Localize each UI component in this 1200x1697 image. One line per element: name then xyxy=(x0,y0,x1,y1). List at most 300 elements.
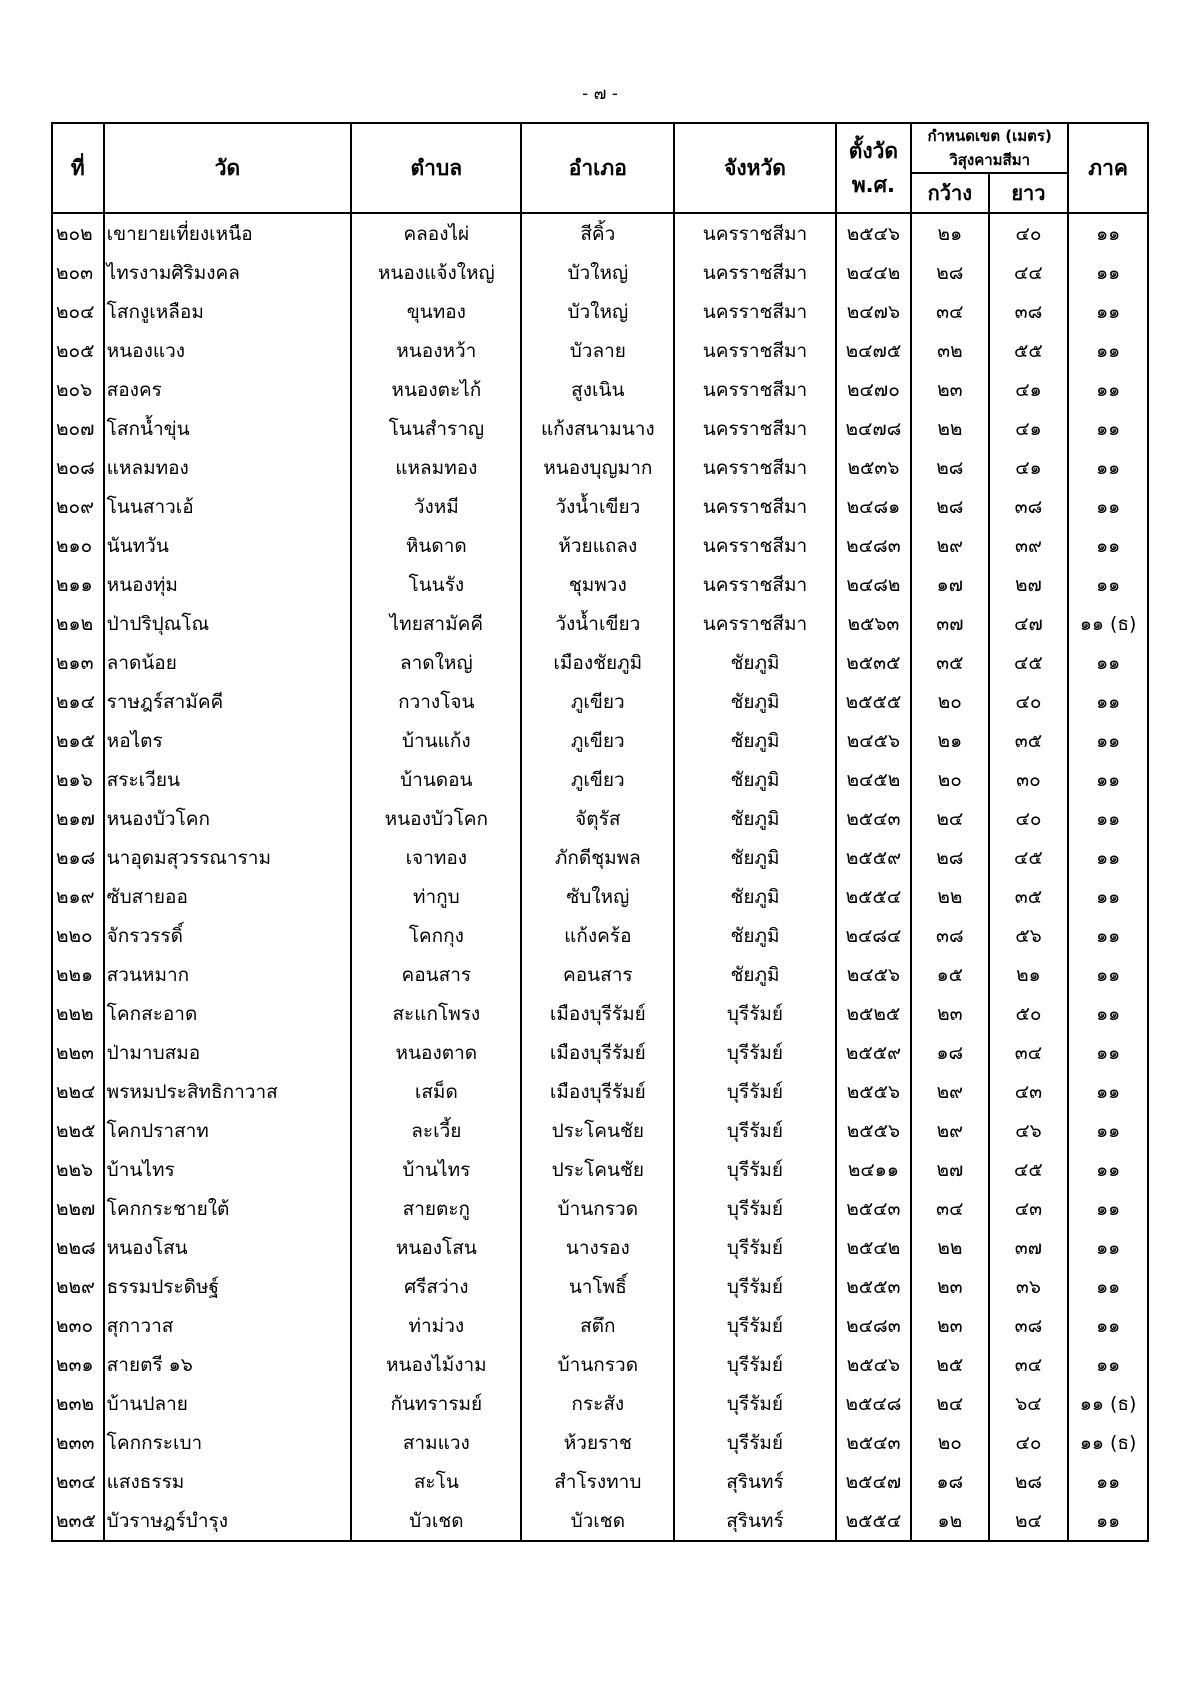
cell-amphoe: เมืองชัยภูมิ xyxy=(521,643,674,682)
cell-amphoe: ประโคนชัย xyxy=(521,1111,674,1150)
cell-row-number: ๒๒๔ xyxy=(52,1072,104,1111)
header-province: จังหวัด xyxy=(674,123,835,213)
table-row xyxy=(52,1150,1148,1189)
cell-tambon: ลาดใหญ่ xyxy=(351,643,521,682)
cell-amphoe: วังน้ำเขียว xyxy=(521,604,674,643)
cell-province: บุรีรัมย์ xyxy=(674,1033,835,1072)
cell-province: บุรีรัมย์ xyxy=(674,1345,835,1384)
table-row xyxy=(52,604,1148,643)
cell-founded-year: ๒๔๘๔ xyxy=(836,916,911,955)
cell-boundary-length: ๕๐ xyxy=(989,994,1069,1033)
cell-region: ๑๑ xyxy=(1068,1501,1148,1541)
cell-row-number: ๒๑๓ xyxy=(52,643,104,682)
cell-province: นครราชสีมา xyxy=(674,331,835,370)
cell-region: ๑๑ xyxy=(1068,292,1148,331)
cell-province: นครราชสีมา xyxy=(674,253,835,292)
cell-boundary-length: ๔๓ xyxy=(989,1189,1069,1228)
table-row xyxy=(52,955,1148,994)
cell-wat-name: แหลมทอง xyxy=(104,448,352,487)
cell-province: นครราชสีมา xyxy=(674,292,835,331)
cell-region: ๑๑ (ธ) xyxy=(1068,1423,1148,1462)
cell-tambon: ไทยสามัคคี xyxy=(351,604,521,643)
cell-founded-year: ๒๔๗๕ xyxy=(836,331,911,370)
cell-amphoe: ห้วยแถลง xyxy=(521,526,674,565)
cell-wat-name: หนองโสน xyxy=(104,1228,352,1267)
cell-row-number: ๒๐๕ xyxy=(52,331,104,370)
table-row xyxy=(52,409,1148,448)
cell-province: บุรีรัมย์ xyxy=(674,1306,835,1345)
cell-boundary-length: ๔๑ xyxy=(989,370,1069,409)
cell-boundary-length: ๔๐ xyxy=(989,213,1069,253)
cell-tambon: คลองไผ่ xyxy=(351,213,521,253)
cell-amphoe: ภูเขียว xyxy=(521,760,674,799)
cell-amphoe: แก้งคร้อ xyxy=(521,916,674,955)
cell-tambon: หินดาด xyxy=(351,526,521,565)
cell-tambon: บ้านไทร xyxy=(351,1150,521,1189)
cell-founded-year: ๒๕๒๕ xyxy=(836,994,911,1033)
cell-boundary-width: ๒๐ xyxy=(911,760,989,799)
table-body xyxy=(52,213,1148,1541)
cell-wat-name: โสกงูเหลือม xyxy=(104,292,352,331)
cell-amphoe: บัวลาย xyxy=(521,331,674,370)
cell-province: ชัยภูมิ xyxy=(674,682,835,721)
cell-boundary-width: ๓๗ xyxy=(911,604,989,643)
cell-region: ๑๑ xyxy=(1068,370,1148,409)
table-row xyxy=(52,292,1148,331)
cell-boundary-width: ๒๙ xyxy=(911,1072,989,1111)
cell-row-number: ๒๑๖ xyxy=(52,760,104,799)
cell-wat-name: สายตรี ๑๖ xyxy=(104,1345,352,1384)
cell-amphoe: บัวเชด xyxy=(521,1501,674,1541)
header-no: ที่ xyxy=(52,123,104,213)
cell-amphoe: แก้งสนามนาง xyxy=(521,409,674,448)
cell-province: ชัยภูมิ xyxy=(674,643,835,682)
cell-boundary-width: ๒๒ xyxy=(911,877,989,916)
cell-boundary-length: ๓๘ xyxy=(989,1306,1069,1345)
cell-wat-name: โคกปราสาท xyxy=(104,1111,352,1150)
cell-wat-name: ป่าปริปุณโณ xyxy=(104,604,352,643)
table-row xyxy=(52,448,1148,487)
cell-tambon: กันทรารมย์ xyxy=(351,1384,521,1423)
cell-row-number: ๒๐๘ xyxy=(52,448,104,487)
cell-founded-year: ๒๕๔๓ xyxy=(836,1423,911,1462)
cell-founded-year: ๒๔๗๐ xyxy=(836,370,911,409)
table-row xyxy=(52,643,1148,682)
cell-amphoe: ภูเขียว xyxy=(521,721,674,760)
header-wat: วัด xyxy=(104,123,352,213)
cell-founded-year: ๒๔๘๓ xyxy=(836,1306,911,1345)
cell-founded-year: ๒๔๕๖ xyxy=(836,721,911,760)
cell-wat-name: พรหมประสิทธิกาวาส xyxy=(104,1072,352,1111)
cell-province: สุรินทร์ xyxy=(674,1501,835,1541)
table-row xyxy=(52,1462,1148,1501)
cell-boundary-length: ๒๘ xyxy=(989,1462,1069,1501)
cell-amphoe: ซับใหญ่ xyxy=(521,877,674,916)
cell-province: นครราชสีมา xyxy=(674,604,835,643)
cell-tambon: หนองตะไก้ xyxy=(351,370,521,409)
cell-founded-year: ๒๕๔๒ xyxy=(836,1228,911,1267)
cell-province: ชัยภูมิ xyxy=(674,916,835,955)
cell-row-number: ๒๓๕ xyxy=(52,1501,104,1541)
header-width: กว้าง xyxy=(911,173,989,213)
cell-region: ๑๑ xyxy=(1068,1150,1148,1189)
header-boundary-line2: วิสุงคามสีมา xyxy=(949,151,1031,169)
header-region: ภาค xyxy=(1068,123,1148,213)
cell-boundary-length: ๔๗ xyxy=(989,604,1069,643)
cell-boundary-length: ๖๔ xyxy=(989,1384,1069,1423)
cell-row-number: ๒๒๖ xyxy=(52,1150,104,1189)
cell-boundary-width: ๒๓ xyxy=(911,370,989,409)
cell-founded-year: ๒๕๕๙ xyxy=(836,838,911,877)
cell-province: นครราชสีมา xyxy=(674,213,835,253)
cell-founded-year: ๒๔๕๒ xyxy=(836,760,911,799)
cell-founded-year: ๒๔๘๑ xyxy=(836,487,911,526)
cell-founded-year: ๒๕๔๖ xyxy=(836,1345,911,1384)
cell-boundary-length: ๓๕ xyxy=(989,877,1069,916)
cell-tambon: สะแกโพรง xyxy=(351,994,521,1033)
cell-tambon: บัวเชด xyxy=(351,1501,521,1541)
cell-founded-year: ๒๕๔๓ xyxy=(836,1189,911,1228)
cell-province: ชัยภูมิ xyxy=(674,877,835,916)
cell-boundary-length: ๓๕ xyxy=(989,721,1069,760)
cell-row-number: ๒๒๓ xyxy=(52,1033,104,1072)
cell-wat-name: นาอุดมสุวรรณาราม xyxy=(104,838,352,877)
cell-boundary-width: ๒๔ xyxy=(911,799,989,838)
table-row xyxy=(52,1033,1148,1072)
cell-boundary-length: ๒๗ xyxy=(989,565,1069,604)
cell-region: ๑๑ xyxy=(1068,1072,1148,1111)
cell-amphoe: บ้านกรวด xyxy=(521,1345,674,1384)
table-row xyxy=(52,877,1148,916)
table-row xyxy=(52,213,1148,253)
cell-founded-year: ๒๔๑๑ xyxy=(836,1150,911,1189)
cell-boundary-width: ๒๐ xyxy=(911,1423,989,1462)
cell-boundary-length: ๔๐ xyxy=(989,1423,1069,1462)
cell-tambon: หนองตาด xyxy=(351,1033,521,1072)
cell-amphoe: กระสัง xyxy=(521,1384,674,1423)
cell-region: ๑๑ xyxy=(1068,760,1148,799)
cell-amphoe: นาโพธิ์ xyxy=(521,1267,674,1306)
cell-region: ๑๑ xyxy=(1068,253,1148,292)
cell-tambon: หนองโสน xyxy=(351,1228,521,1267)
cell-founded-year: ๒๔๕๖ xyxy=(836,955,911,994)
header-boundary-line1: กำหนดเขต (เมตร) xyxy=(927,127,1052,145)
cell-region: ๑๑ xyxy=(1068,526,1148,565)
cell-region: ๑๑ xyxy=(1068,916,1148,955)
cell-boundary-length: ๕๕ xyxy=(989,331,1069,370)
cell-region: ๑๑ xyxy=(1068,331,1148,370)
table-row xyxy=(52,916,1148,955)
cell-tambon: บ้านแก้ง xyxy=(351,721,521,760)
table-row xyxy=(52,1423,1148,1462)
cell-tambon: แหลมทอง xyxy=(351,448,521,487)
cell-province: ชัยภูมิ xyxy=(674,838,835,877)
cell-boundary-width: ๑๘ xyxy=(911,1462,989,1501)
cell-province: นครราชสีมา xyxy=(674,448,835,487)
cell-province: บุรีรัมย์ xyxy=(674,1423,835,1462)
table-row xyxy=(52,253,1148,292)
table-row xyxy=(52,1384,1148,1423)
cell-region: ๑๑ xyxy=(1068,721,1148,760)
cell-province: บุรีรัมย์ xyxy=(674,1228,835,1267)
cell-province: บุรีรัมย์ xyxy=(674,1189,835,1228)
cell-province: บุรีรัมย์ xyxy=(674,1072,835,1111)
cell-wat-name: ไทรงามศิริมงคล xyxy=(104,253,352,292)
cell-wat-name: หอไตร xyxy=(104,721,352,760)
cell-wat-name: หนองทุ่ม xyxy=(104,565,352,604)
cell-region: ๑๑ xyxy=(1068,1462,1148,1501)
cell-row-number: ๒๒๕ xyxy=(52,1111,104,1150)
cell-region: ๑๑ xyxy=(1068,799,1148,838)
table-row xyxy=(52,721,1148,760)
cell-founded-year: ๒๕๓๕ xyxy=(836,643,911,682)
cell-row-number: ๒๓๐ xyxy=(52,1306,104,1345)
cell-tambon: โนนรัง xyxy=(351,565,521,604)
cell-wat-name: ป่ามาบสมอ xyxy=(104,1033,352,1072)
cell-tambon: หนองบัวโคก xyxy=(351,799,521,838)
cell-row-number: ๒๑๗ xyxy=(52,799,104,838)
table-row xyxy=(52,682,1148,721)
cell-wat-name: สองคร xyxy=(104,370,352,409)
cell-wat-name: แสงธรรม xyxy=(104,1462,352,1501)
cell-founded-year: ๒๔๘๓ xyxy=(836,526,911,565)
cell-boundary-width: ๑๕ xyxy=(911,955,989,994)
cell-region: ๑๑ xyxy=(1068,682,1148,721)
cell-row-number: ๒๐๔ xyxy=(52,292,104,331)
cell-row-number: ๒๐๓ xyxy=(52,253,104,292)
cell-founded-year: ๒๕๔๓ xyxy=(836,799,911,838)
cell-founded-year: ๒๕๕๓ xyxy=(836,1267,911,1306)
cell-founded-year: ๒๕๖๓ xyxy=(836,604,911,643)
cell-boundary-length: ๓๔ xyxy=(989,1033,1069,1072)
cell-amphoe: ภักดีชุมพล xyxy=(521,838,674,877)
cell-boundary-length: ๓๘ xyxy=(989,292,1069,331)
cell-boundary-width: ๑๒ xyxy=(911,1501,989,1541)
cell-boundary-width: ๒๒ xyxy=(911,409,989,448)
cell-founded-year: ๒๔๘๒ xyxy=(836,565,911,604)
cell-boundary-width: ๒๓ xyxy=(911,1306,989,1345)
cell-region: ๑๑ xyxy=(1068,565,1148,604)
cell-row-number: ๒๓๑ xyxy=(52,1345,104,1384)
cell-boundary-width: ๑๘ xyxy=(911,1033,989,1072)
table-row xyxy=(52,1345,1148,1384)
cell-tambon: คอนสาร xyxy=(351,955,521,994)
cell-boundary-width: ๓๘ xyxy=(911,916,989,955)
cell-row-number: ๒๑๐ xyxy=(52,526,104,565)
table-row xyxy=(52,1501,1148,1541)
cell-boundary-length: ๒๔ xyxy=(989,1501,1069,1541)
table-row xyxy=(52,331,1148,370)
header-tambon: ตำบล xyxy=(351,123,521,213)
cell-wat-name: โคกสะอาด xyxy=(104,994,352,1033)
cell-wat-name: จักรวรรดิ์ xyxy=(104,916,352,955)
cell-boundary-length: ๓๙ xyxy=(989,526,1069,565)
table-row xyxy=(52,1072,1148,1111)
cell-amphoe: เมืองบุรีรัมย์ xyxy=(521,994,674,1033)
cell-region: ๑๑ xyxy=(1068,643,1148,682)
cell-boundary-width: ๒๐ xyxy=(911,682,989,721)
cell-province: บุรีรัมย์ xyxy=(674,994,835,1033)
cell-row-number: ๒๑๙ xyxy=(52,877,104,916)
cell-province: บุรีรัมย์ xyxy=(674,1384,835,1423)
cell-amphoe: สตึก xyxy=(521,1306,674,1345)
cell-region: ๑๑ xyxy=(1068,409,1148,448)
cell-tambon: โนนสำราญ xyxy=(351,409,521,448)
cell-boundary-length: ๔๓ xyxy=(989,1072,1069,1111)
cell-province: บุรีรัมย์ xyxy=(674,1150,835,1189)
cell-boundary-length: ๓๗ xyxy=(989,1228,1069,1267)
cell-boundary-length: ๓๖ xyxy=(989,1267,1069,1306)
cell-tambon: หนองหว้า xyxy=(351,331,521,370)
cell-wat-name: ธรรมประดิษฐ์ xyxy=(104,1267,352,1306)
cell-row-number: ๒๒๑ xyxy=(52,955,104,994)
wat-register-table xyxy=(51,122,1149,1542)
cell-boundary-length: ๓๘ xyxy=(989,487,1069,526)
cell-row-number: ๒๒๐ xyxy=(52,916,104,955)
cell-founded-year: ๒๕๕๔ xyxy=(836,1501,911,1541)
cell-boundary-width: ๓๔ xyxy=(911,1189,989,1228)
cell-wat-name: สุกาวาส xyxy=(104,1306,352,1345)
cell-wat-name: โคกกระเบา xyxy=(104,1423,352,1462)
cell-province: บุรีรัมย์ xyxy=(674,1111,835,1150)
cell-row-number: ๒๐๗ xyxy=(52,409,104,448)
table-row xyxy=(52,1267,1148,1306)
cell-wat-name: สระเวียน xyxy=(104,760,352,799)
cell-amphoe: บัวใหญ่ xyxy=(521,253,674,292)
cell-row-number: ๒๒๙ xyxy=(52,1267,104,1306)
header-length: ยาว xyxy=(989,173,1069,213)
cell-amphoe: สีคิ้ว xyxy=(521,213,674,253)
cell-wat-name: หนองบัวโคก xyxy=(104,799,352,838)
cell-tambon: โคกกุง xyxy=(351,916,521,955)
cell-boundary-length: ๔๕ xyxy=(989,643,1069,682)
cell-boundary-length: ๔๕ xyxy=(989,1150,1069,1189)
cell-boundary-width: ๒๔ xyxy=(911,1384,989,1423)
cell-boundary-length: ๔๑ xyxy=(989,409,1069,448)
cell-row-number: ๒๐๙ xyxy=(52,487,104,526)
cell-founded-year: ๒๕๔๗ xyxy=(836,1462,911,1501)
cell-wat-name: บ้านไทร xyxy=(104,1150,352,1189)
table-row xyxy=(52,487,1148,526)
cell-founded-year: ๒๔๔๒ xyxy=(836,253,911,292)
table-row xyxy=(52,370,1148,409)
cell-province: ชัยภูมิ xyxy=(674,955,835,994)
cell-founded-year: ๒๕๕๙ xyxy=(836,1033,911,1072)
cell-region: ๑๑ xyxy=(1068,1306,1148,1345)
cell-wat-name: โสกน้ำขุ่น xyxy=(104,409,352,448)
cell-row-number: ๒๑๘ xyxy=(52,838,104,877)
cell-row-number: ๒๑๒ xyxy=(52,604,104,643)
cell-boundary-width: ๓๕ xyxy=(911,643,989,682)
page-number: - ๗ - xyxy=(582,84,618,104)
cell-founded-year: ๒๕๔๘ xyxy=(836,1384,911,1423)
cell-tambon: ท่าม่วง xyxy=(351,1306,521,1345)
cell-region: ๑๑ xyxy=(1068,1033,1148,1072)
cell-founded-year: ๒๕๔๖ xyxy=(836,213,911,253)
cell-region: ๑๑ xyxy=(1068,1189,1148,1228)
cell-province: บุรีรัมย์ xyxy=(674,1267,835,1306)
header-founded-line1: ตั้งวัด xyxy=(848,139,899,163)
cell-boundary-width: ๓๒ xyxy=(911,331,989,370)
cell-row-number: ๒๐๖ xyxy=(52,370,104,409)
cell-province: ชัยภูมิ xyxy=(674,760,835,799)
cell-tambon: เสม็ด xyxy=(351,1072,521,1111)
cell-amphoe: ภูเขียว xyxy=(521,682,674,721)
cell-amphoe: เมืองบุรีรัมย์ xyxy=(521,1072,674,1111)
cell-amphoe: นางรอง xyxy=(521,1228,674,1267)
cell-boundary-width: ๒๒ xyxy=(911,1228,989,1267)
cell-wat-name: โนนสาวเอ้ xyxy=(104,487,352,526)
cell-region: ๑๑ xyxy=(1068,838,1148,877)
table-header xyxy=(52,123,1148,213)
cell-province: ชัยภูมิ xyxy=(674,799,835,838)
cell-amphoe: สำโรงทาบ xyxy=(521,1462,674,1501)
cell-wat-name: ลาดน้อย xyxy=(104,643,352,682)
cell-boundary-length: ๓๔ xyxy=(989,1345,1069,1384)
table-row xyxy=(52,799,1148,838)
cell-tambon: วังหมี xyxy=(351,487,521,526)
cell-tambon: เจาทอง xyxy=(351,838,521,877)
cell-boundary-width: ๒๓ xyxy=(911,994,989,1033)
cell-tambon: กวางโจน xyxy=(351,682,521,721)
cell-boundary-width: ๒๘ xyxy=(911,253,989,292)
cell-tambon: บ้านดอน xyxy=(351,760,521,799)
cell-founded-year: ๒๔๗๘ xyxy=(836,409,911,448)
cell-row-number: ๒๓๓ xyxy=(52,1423,104,1462)
cell-tambon: ท่ากูบ xyxy=(351,877,521,916)
cell-boundary-length: ๔๖ xyxy=(989,1111,1069,1150)
cell-tambon: ขุนทอง xyxy=(351,292,521,331)
header-founded-line2: พ.ศ. xyxy=(851,173,895,197)
header-founded xyxy=(836,123,911,213)
cell-region: ๑๑ xyxy=(1068,213,1148,253)
cell-region: ๑๑ xyxy=(1068,994,1148,1033)
cell-founded-year: ๒๕๕๖ xyxy=(836,1111,911,1150)
table-row xyxy=(52,1306,1148,1345)
cell-tambon: ศรีสว่าง xyxy=(351,1267,521,1306)
cell-tambon: สะโน xyxy=(351,1462,521,1501)
cell-region: ๑๑ xyxy=(1068,1267,1148,1306)
cell-founded-year: ๒๕๕๔ xyxy=(836,877,911,916)
cell-amphoe: ประโคนชัย xyxy=(521,1150,674,1189)
cell-row-number: ๒๑๑ xyxy=(52,565,104,604)
cell-region: ๑๑ xyxy=(1068,1111,1148,1150)
table-row xyxy=(52,1189,1148,1228)
cell-founded-year: ๒๕๕๕ xyxy=(836,682,911,721)
cell-row-number: ๒๒๘ xyxy=(52,1228,104,1267)
cell-province: นครราชสีมา xyxy=(674,409,835,448)
cell-boundary-width: ๒๙ xyxy=(911,1111,989,1150)
cell-wat-name: โคกกระชายใต้ xyxy=(104,1189,352,1228)
table-row xyxy=(52,565,1148,604)
cell-wat-name: ราษฎร์สามัคคี xyxy=(104,682,352,721)
cell-boundary-length: ๔๑ xyxy=(989,448,1069,487)
cell-region: ๑๑ xyxy=(1068,1228,1148,1267)
table-row xyxy=(52,526,1148,565)
cell-row-number: ๒๓๔ xyxy=(52,1462,104,1501)
cell-province: ชัยภูมิ xyxy=(674,721,835,760)
cell-region: ๑๑ (ธ) xyxy=(1068,1384,1148,1423)
header-boundary xyxy=(911,123,1068,173)
cell-province: นครราชสีมา xyxy=(674,565,835,604)
cell-province: นครราชสีมา xyxy=(674,526,835,565)
table-row xyxy=(52,760,1148,799)
cell-boundary-width: ๒๘ xyxy=(911,487,989,526)
cell-row-number: ๒๐๒ xyxy=(52,213,104,253)
table-row xyxy=(52,1228,1148,1267)
cell-row-number: ๒๑๕ xyxy=(52,721,104,760)
cell-boundary-length: ๔๔ xyxy=(989,253,1069,292)
